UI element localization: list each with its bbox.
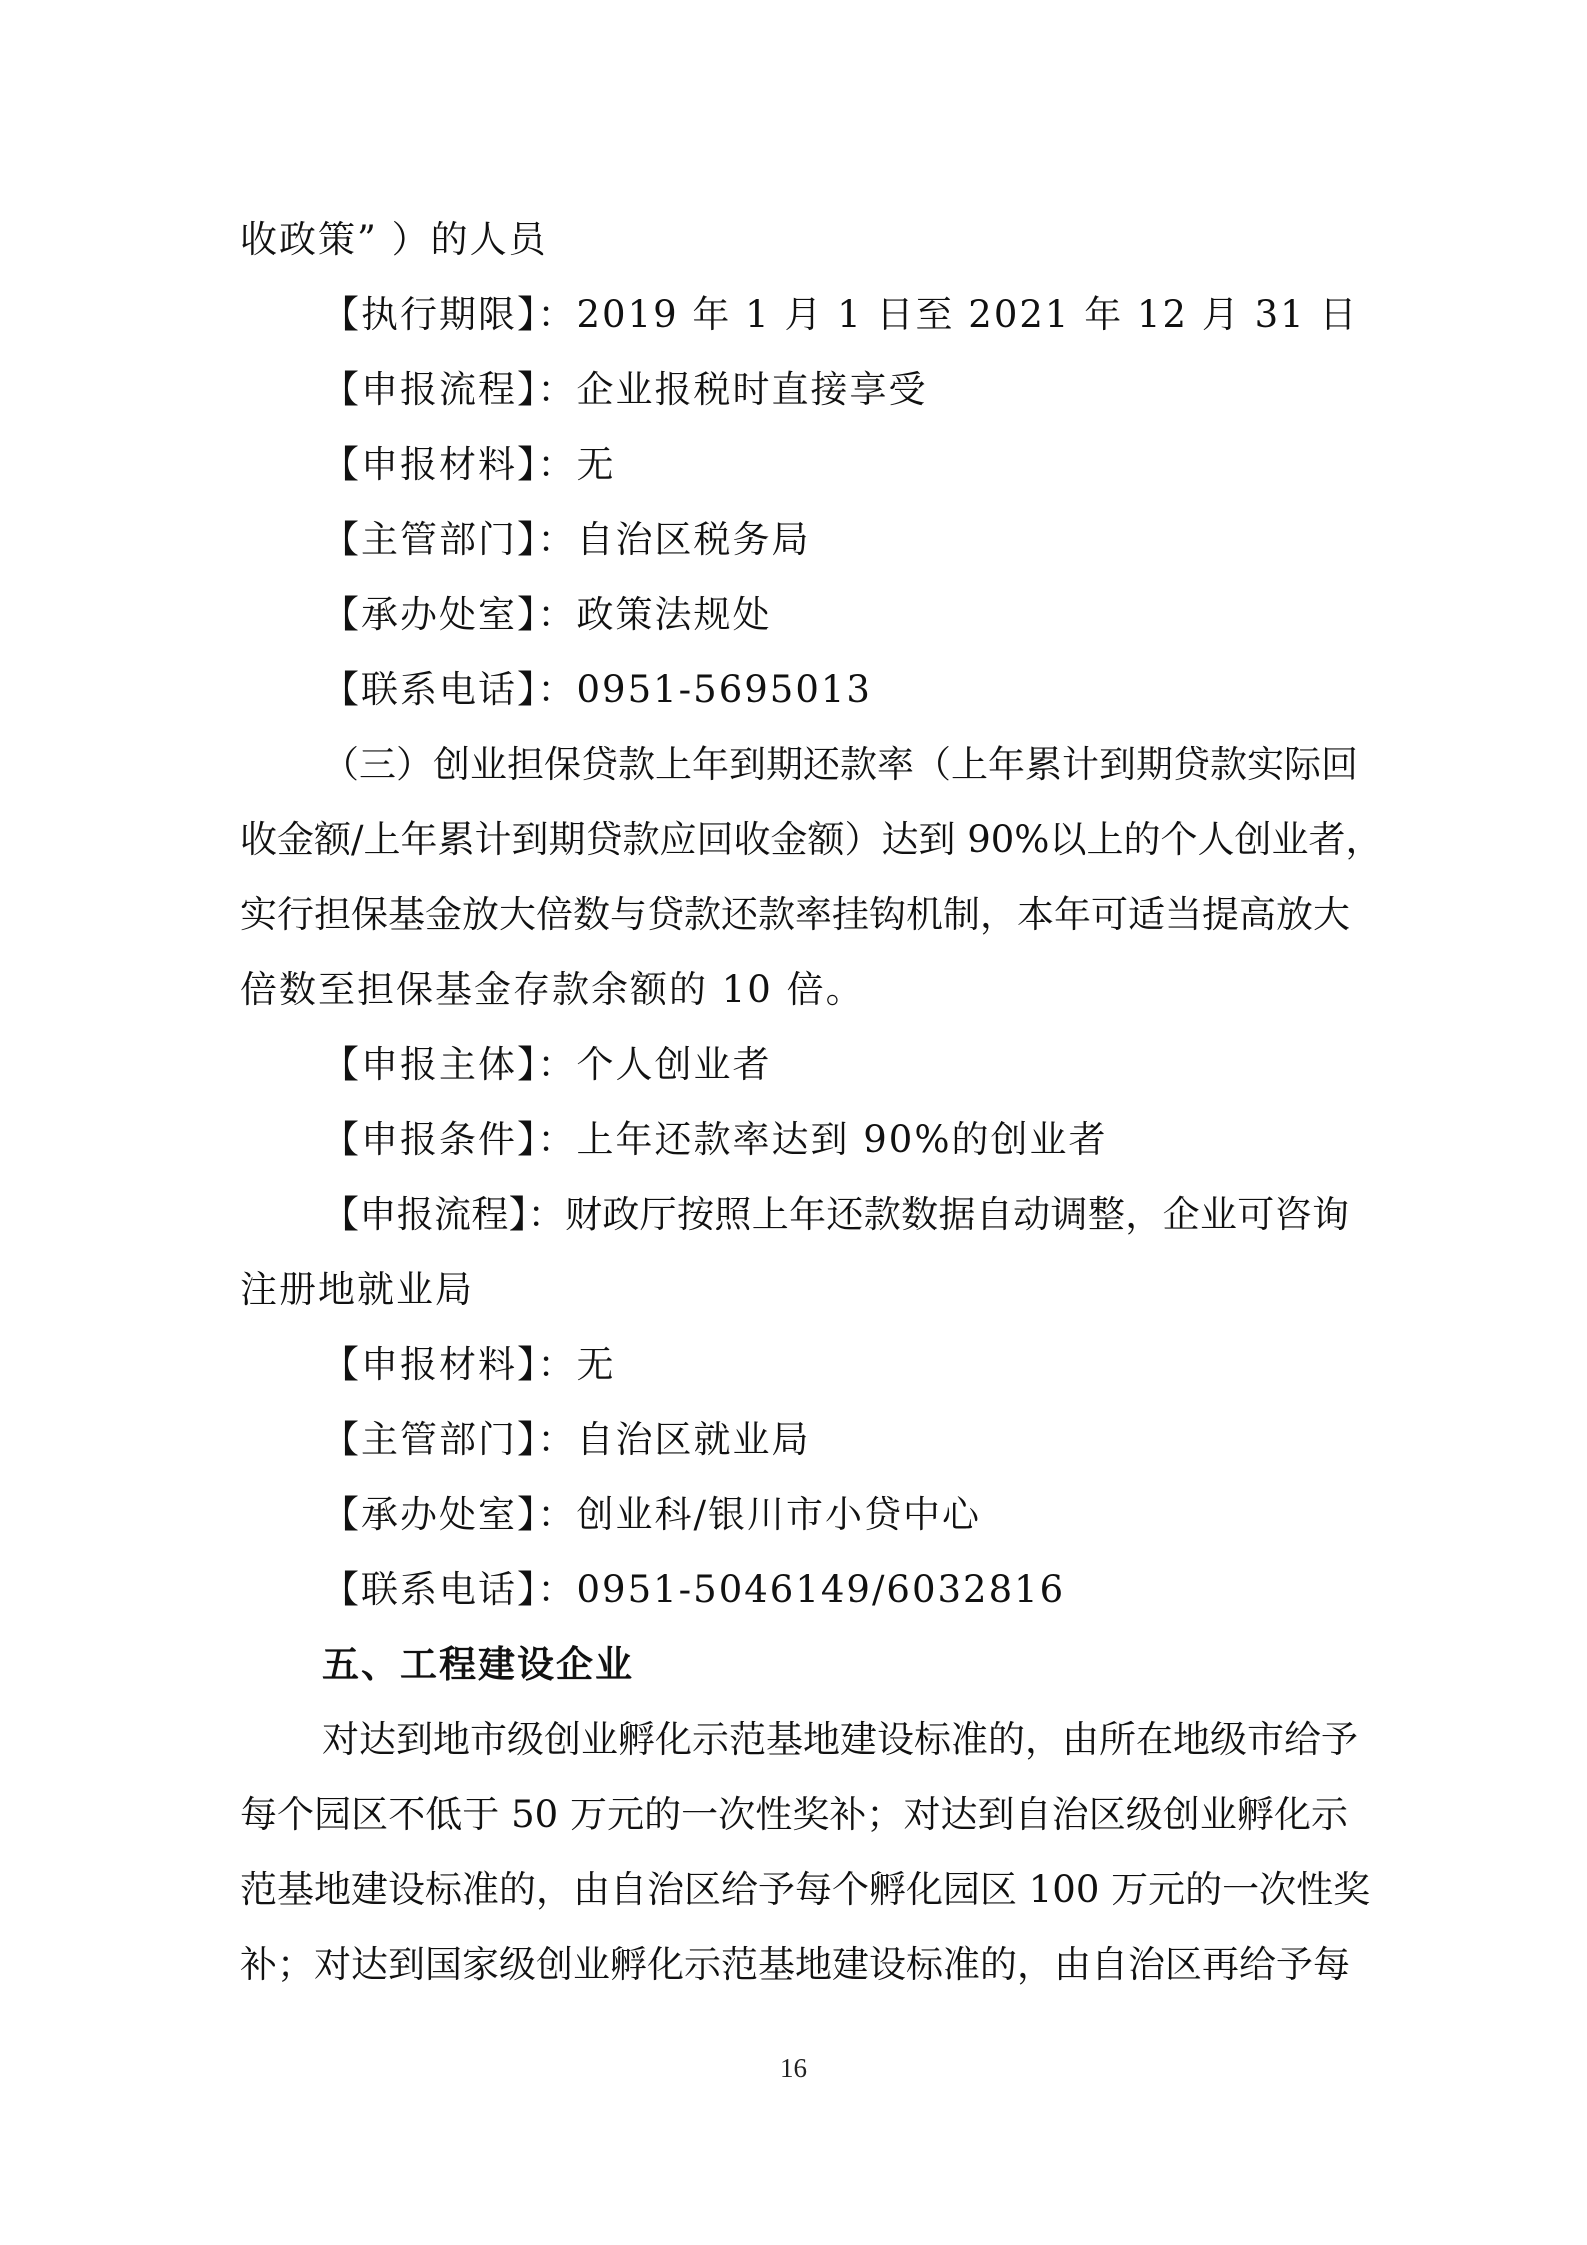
field-application-materials-2: 【申报材料】：无: [322, 1343, 616, 1386]
field-competent-department-2: 【主管部门】：自治区就业局: [322, 1418, 811, 1461]
field-contact-phone: 【联系电话】：0951-5695013: [322, 668, 872, 711]
field-contact-phone-2: 【联系电话】：0951-5046149/6032816: [322, 1568, 1066, 1611]
field-application-materials: 【申报材料】：无: [322, 443, 616, 486]
section-five-paragraph-line-1: 对达到地市级创业孵化示范基地建设标准的，由所在地级市给予: [322, 1718, 1358, 1761]
field-handling-office-2: 【承办处室】：创业科/银川市小贷中心: [322, 1493, 981, 1536]
field-handling-office: 【承办处室】：政策法规处: [322, 593, 772, 636]
section-heading-five: 五、工程建设企业: [322, 1643, 634, 1686]
field-application-process: 【申报流程】：企业报税时直接享受: [322, 368, 928, 411]
field-application-conditions: 【申报条件】：上年还款率达到 90%的创业者: [322, 1118, 1108, 1161]
body-line-continuation: 收政策” ）的人员: [240, 218, 548, 261]
field-execution-period: 【执行期限】：2019 年 1 月 1 日至 2021 年 12 月 31 日: [322, 293, 1359, 336]
section-three-paragraph-line-2: 收金额/上年累计到期贷款应回收金额）达到 90%以上的个人创业者，: [240, 818, 1383, 861]
field-application-process-2: 【申报流程】：财政厅按照上年还款数据自动调整，企业可咨询: [322, 1193, 1349, 1236]
field-application-process-2-continuation: 注册地就业局: [240, 1268, 474, 1311]
field-competent-department: 【主管部门】：自治区税务局: [322, 518, 811, 561]
section-three-paragraph-line-1: （三）创业担保贷款上年到期还款率（上年累计到期贷款实际回: [322, 743, 1358, 786]
section-three-paragraph-line-3: 实行担保基金放大倍数与贷款还款率挂钩机制，本年可适当提高放大: [240, 893, 1350, 936]
section-five-paragraph-line-4: 补；对达到国家级创业孵化示范基地建设标准的，由自治区再给予每: [240, 1943, 1350, 1986]
page-number: 16: [780, 2053, 807, 2083]
field-applicant: 【申报主体】：个人创业者: [322, 1043, 772, 1086]
section-five-paragraph-line-2: 每个园区不低于 50 万元的一次性奖补；对达到自治区级创业孵化示: [240, 1793, 1348, 1836]
section-five-paragraph-line-3: 范基地建设标准的，由自治区给予每个孵化园区 100 万元的一次性奖: [240, 1868, 1371, 1911]
section-three-paragraph-line-4: 倍数至担保基金存款余额的 10 倍。: [240, 968, 865, 1011]
